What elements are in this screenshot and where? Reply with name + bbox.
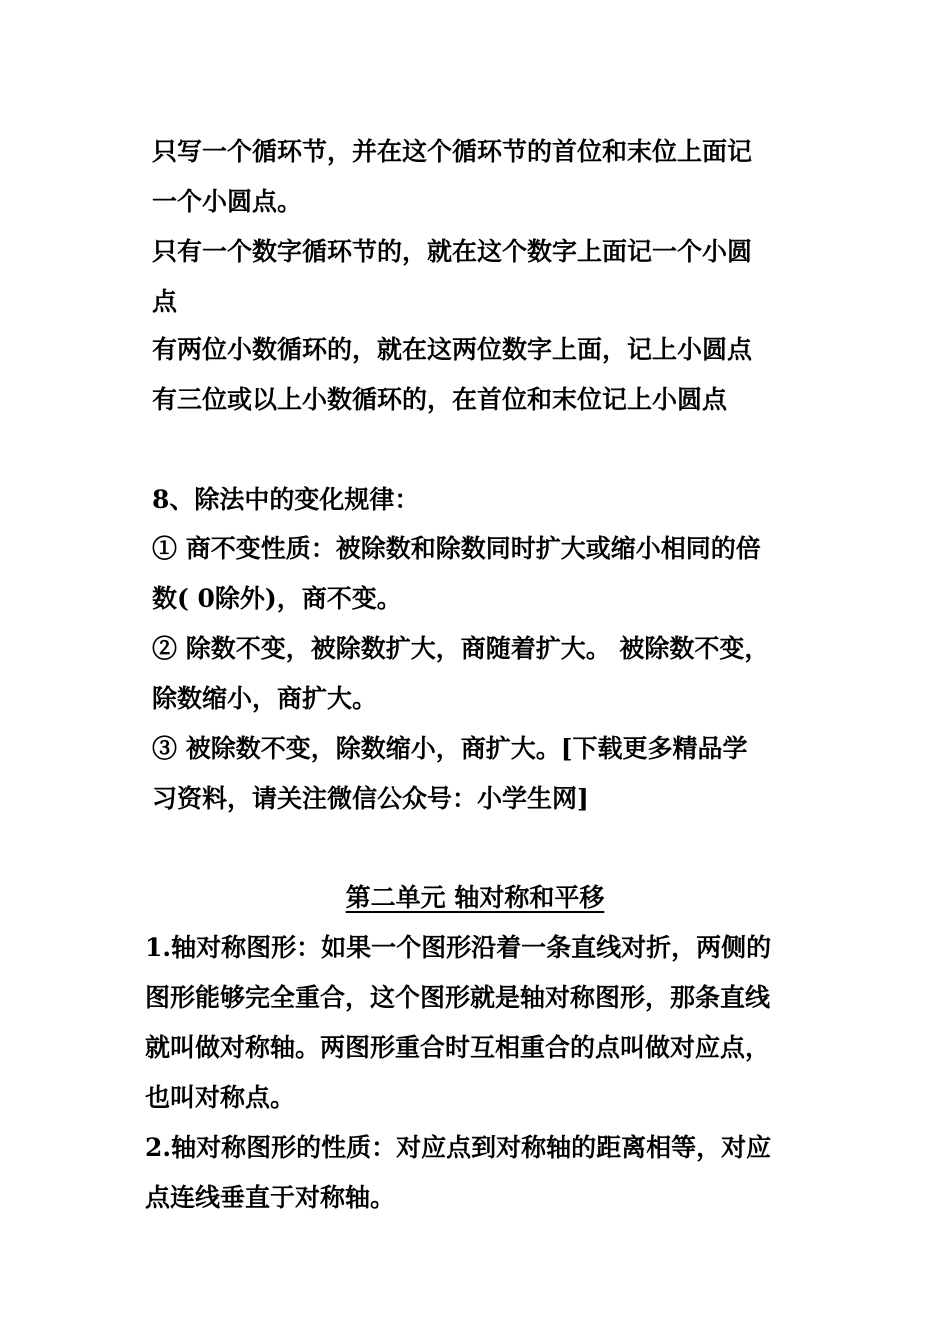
- text-line: 图形能够完全重合，这个图形就是轴对称图形，那条直线: [145, 983, 771, 1012]
- text-line: 数( 0除外)，商不变。: [152, 584, 402, 613]
- text-line: ② 除数不变，被除数扩大，商随着扩大。 被除数不变，: [152, 634, 770, 663]
- unit-title: 第二单元 轴对称和平移: [345, 883, 605, 912]
- text-line: 也叫对称点。: [145, 1083, 296, 1112]
- text-line: 有三位或以上小数循环的，在首位和末位记上小圆点: [152, 385, 728, 414]
- section-heading: 8、除法中的变化规律：: [152, 485, 420, 514]
- text-line: 就叫做对称轴。两图形重合时互相重合的点叫做对应点，: [145, 1033, 771, 1062]
- text-line: 有两位小数循环的，就在这两位数字上面，记上小圆点: [152, 335, 753, 364]
- text-line: 2.轴对称图形的性质：对应点到对称轴的距离相等，对应: [145, 1133, 772, 1162]
- text-line: 只有一个数字循环节的，就在这个数字上面记一个小圆: [152, 237, 753, 266]
- text-line: 习资料，请关注微信公众号：小学生网]: [152, 784, 589, 813]
- text-line: 点: [152, 287, 178, 316]
- text-line: ③ 被除数不变，除数缩小，商扩大。[下载更多精品学: [152, 734, 748, 763]
- text-line: 只写一个循环节，并在这个循环节的首位和末位上面记: [152, 137, 753, 166]
- text-line: ① 商不变性质：被除数和除数同时扩大或缩小相同的倍: [152, 534, 761, 563]
- text-line: 一个小圆点。: [152, 187, 303, 216]
- text-line: 除数缩小，商扩大。: [152, 684, 378, 713]
- text-line: 1.轴对称图形：如果一个图形沿着一条直线对折，两侧的: [145, 933, 772, 962]
- text-line: 点连线垂直于对称轴。: [145, 1183, 396, 1212]
